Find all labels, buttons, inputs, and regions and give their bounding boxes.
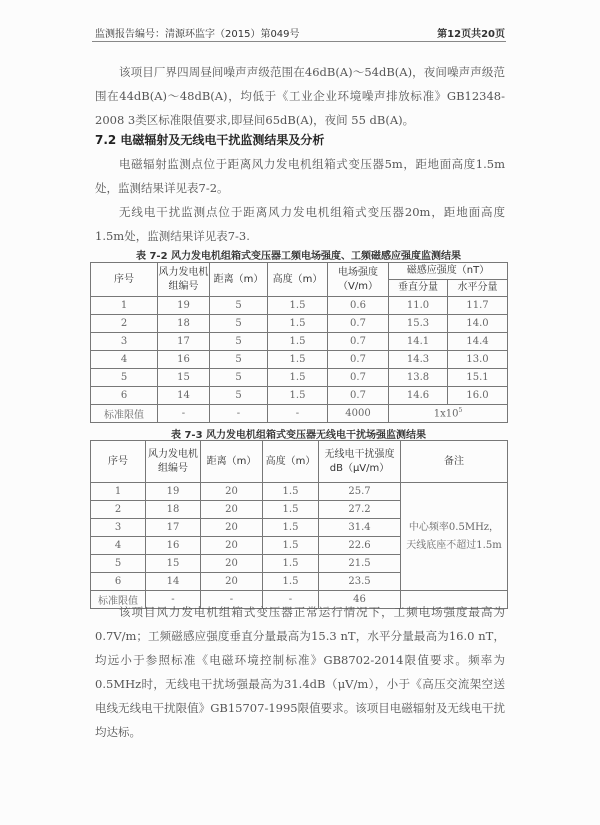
header-unit: 风力发电机组编号	[158, 263, 210, 297]
table-cell: 14.3	[389, 351, 448, 369]
header-height: 高度（m）	[263, 441, 319, 483]
table-cell: 1.5	[268, 351, 328, 369]
table-cell: 20	[201, 483, 263, 501]
table-cell: 3	[91, 333, 158, 351]
table-cell: 5	[210, 369, 268, 387]
table-cell: 20	[201, 573, 263, 591]
header-distance: 距离（m）	[210, 263, 268, 297]
table-cell: 6	[91, 573, 146, 591]
header-vertical: 垂直分量	[389, 280, 448, 297]
table-cell: 15.1	[448, 369, 508, 387]
table-cell: 19	[158, 297, 210, 315]
table-cell: 1.5	[263, 501, 319, 519]
table-cell: 0.7	[328, 387, 389, 405]
table-cell: 0.7	[328, 351, 389, 369]
table-cell: 1.5	[268, 387, 328, 405]
table-row	[91, 369, 508, 387]
table-cell: 27.2	[319, 501, 401, 519]
table-row	[91, 315, 508, 333]
table-cell: 5	[210, 315, 268, 333]
table-cell: 19	[146, 483, 201, 501]
table-cell: 1.5	[268, 315, 328, 333]
header-horizontal: 水平分量	[448, 280, 508, 297]
table-cell: 1	[91, 483, 146, 501]
limit-label: 标准限值	[91, 405, 158, 423]
header-no: 序号	[91, 441, 146, 483]
table-cell: 5	[91, 555, 146, 573]
limit-strength: 46	[319, 591, 401, 609]
table-row	[91, 483, 508, 501]
report-number: 监测报告编号：清源环监字（2015）第049号	[95, 29, 300, 40]
table-cell: 6	[91, 387, 158, 405]
table-cell: 5	[91, 369, 158, 387]
table-cell: 17	[146, 519, 201, 537]
table-cell: 18	[146, 501, 201, 519]
limit-distance: -	[210, 405, 268, 423]
table-cell: 20	[201, 537, 263, 555]
table-cell: 15	[146, 555, 201, 573]
table-cell: 5	[210, 351, 268, 369]
table-cell: 4	[91, 537, 146, 555]
table-cell: 13.8	[389, 369, 448, 387]
table-cell: 22.6	[319, 537, 401, 555]
table-cell: 0.7	[328, 369, 389, 387]
limit-label: 标准限值	[91, 591, 146, 609]
table-cell: 1.5	[263, 483, 319, 501]
table-cell: 14.4	[448, 333, 508, 351]
table-cell: 20	[201, 519, 263, 537]
radio-paragraph: 无线电干扰监测点位于距离风力发电机组箱式变压器20m，距地面高度1.5m处，监测结果详见表7-3.	[95, 205, 505, 243]
table-row	[91, 351, 508, 369]
limit-magnetic-base: 1x10	[433, 408, 459, 420]
table-cell: 14	[158, 387, 210, 405]
limit-height: -	[263, 591, 319, 609]
limit-height: -	[268, 405, 328, 423]
table-cell: 1.5	[268, 297, 328, 315]
header-rule	[92, 41, 506, 42]
table-7-2	[90, 262, 508, 423]
table-row	[91, 387, 508, 405]
table-cell: 1.5	[268, 369, 328, 387]
conclusion-paragraph: 该项目风力发电机组箱式变压器正常运行情况下，工频电场强度最高为0.7V/m；工频磁感应强度垂直分量最高为15.3 nT，水平分量最高为16.0 nT，均远小于参照标准《电磁环境控制标准》GB8702-2014限值要求。频率为0.5MHz时，无线电干扰场强最高为31.4dB（μV/m），小于《高压交流架空送电线无线电干扰限值》GB15707-1995限值要求。该项目电磁辐射及无线电干扰均达标。	[95, 605, 505, 739]
table-cell: 2	[91, 501, 146, 519]
table-cell: 13.0	[448, 351, 508, 369]
note-cell: 中心频率0.5MHz，天线底座不超过1.5m	[401, 483, 508, 591]
header-efield: 电场强度（V/m）	[328, 263, 389, 297]
table-cell: 3	[91, 519, 146, 537]
table-cell: 4	[91, 351, 158, 369]
table-cell: 21.5	[319, 555, 401, 573]
table-cell: 23.5	[319, 573, 401, 591]
table-cell: 1.5	[263, 555, 319, 573]
table-cell: 1.5	[268, 333, 328, 351]
table-cell: 20	[201, 555, 263, 573]
table-cell: 14.6	[389, 387, 448, 405]
section-title: 7.2 电磁辐射及无线电干扰监测结果及分析	[95, 133, 325, 147]
table-cell: 25.7	[319, 483, 401, 501]
limit-unit: -	[158, 405, 210, 423]
table-cell: 11.0	[389, 297, 448, 315]
table-cell: 14.1	[389, 333, 448, 351]
table-cell: 1	[91, 297, 158, 315]
table-cell: 20	[201, 501, 263, 519]
table-cell: 16	[146, 537, 201, 555]
table-cell: 1.5	[263, 573, 319, 591]
table-cell: 0.7	[328, 333, 389, 351]
table-cell: 11.7	[448, 297, 508, 315]
header-unit: 风力发电机组编号	[146, 441, 201, 483]
table-cell: 5	[210, 297, 268, 315]
table-7-3-caption: 表 7-3 风力发电机组箱式变压器无线电干扰场强监测结果	[170, 430, 427, 441]
header-magnetic: 磁感应强度（nT）	[389, 263, 508, 280]
table-cell: 16	[158, 351, 210, 369]
table-cell: 5	[210, 387, 268, 405]
table-cell: 15	[158, 369, 210, 387]
limit-efield: 4000	[328, 405, 389, 423]
table-cell: 5	[210, 333, 268, 351]
limit-magnetic-exp: 5	[458, 407, 463, 415]
table-cell: 18	[158, 315, 210, 333]
table-cell: 2	[91, 315, 158, 333]
table-cell: 0.7	[328, 315, 389, 333]
limit-magnetic	[389, 405, 508, 423]
table-row	[91, 333, 508, 351]
em-paragraph: 电磁辐射监测点位于距离风力发电机组箱式变压器5m，距地面高度1.5m处，监测结果详见表7-2。	[95, 157, 505, 195]
header-note: 备注	[401, 441, 508, 483]
table-cell: 1.5	[263, 519, 319, 537]
header-strength: 无线电干扰强度 dB（μV/m）	[319, 441, 401, 483]
table-cell: 17	[158, 333, 210, 351]
table-7-2-caption: 表 7-2 风力发电机组箱式变压器工频电场强度、工频磁感应强度监测结果	[135, 251, 462, 262]
table-cell: 1.5	[263, 537, 319, 555]
header-no: 序号	[91, 263, 158, 297]
table-cell: 15.3	[389, 315, 448, 333]
table-cell: 31.4	[319, 519, 401, 537]
limit-unit: -	[146, 591, 201, 609]
noise-paragraph: 该项目厂界四周昼间噪声声级范围在46dB(A)～54dB(A)，夜间噪声声级范围在44dB(A)～48dB(A)，均低于《工业企业环境噪声排放标准》GB12348-2008 3类区标准限值要求,即昼间65dB(A)，夜间 55 dB(A)。	[95, 65, 505, 127]
header-height: 高度（m）	[268, 263, 328, 297]
table-cell: 16.0	[448, 387, 508, 405]
table-cell: 14	[146, 573, 201, 591]
table-row	[91, 297, 508, 315]
table-cell: 14.0	[448, 315, 508, 333]
table-7-3	[90, 440, 508, 609]
table-cell: 0.6	[328, 297, 389, 315]
limit-distance: -	[201, 591, 263, 609]
header-distance: 距离（m）	[201, 441, 263, 483]
page-number: 第12页共20页	[437, 29, 505, 40]
